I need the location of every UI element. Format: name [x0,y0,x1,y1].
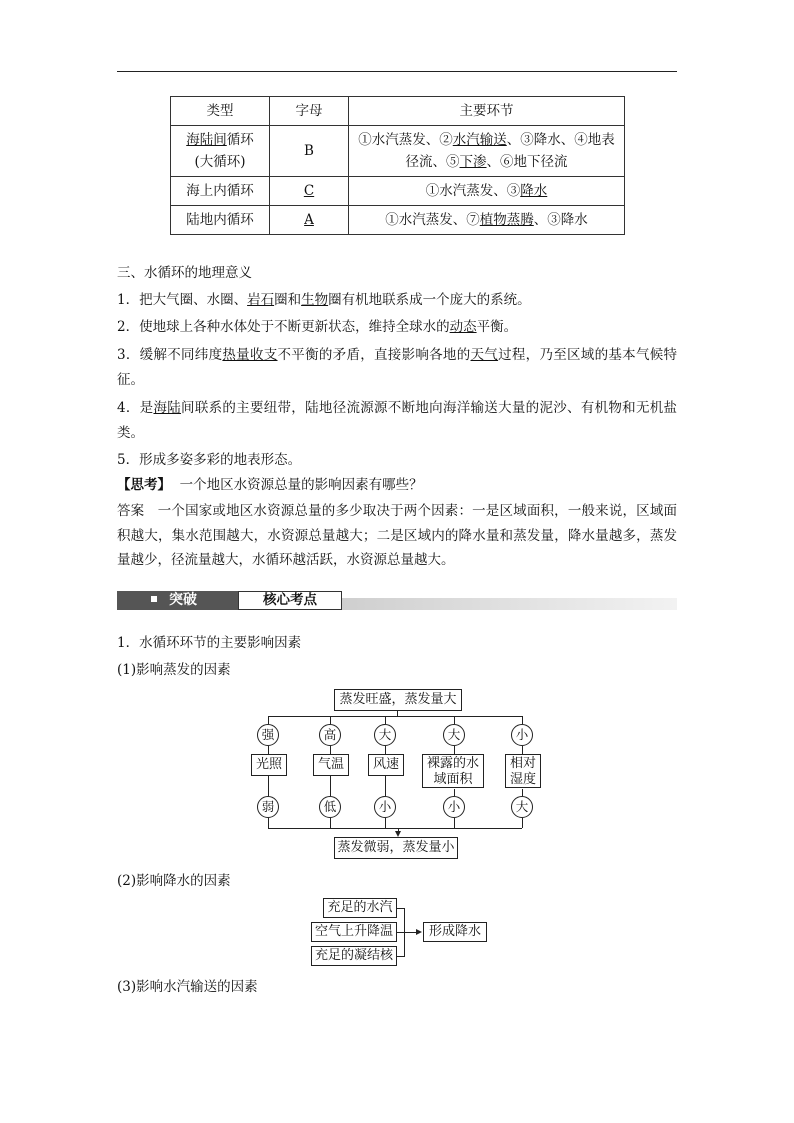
cell-letter: B [270,126,349,177]
connector [330,746,331,754]
connector [404,932,416,933]
answer-text: 一个国家或地区水资源总量的多少取决于两个因素：一是区域面积，一般来说，区域面积越大，集水范围越大，水资源总量越大；二是区域内的降水量和蒸发量，降水量越多，蒸发量越少，径流量越大，水循环越活跃，水资源总量越大。 [117,503,678,568]
item-text: 4．是 [117,400,154,416]
type-rest: 循环 [226,132,254,148]
item-underlined: 动态 [449,319,477,335]
factor-box-water-area [422,754,484,788]
water-cycle-table [170,96,625,235]
connector [454,746,455,754]
sub-1: (1)影响蒸发的因素 [117,662,231,678]
item-text: 1．把大气圈、水圈、 [117,292,248,308]
connector [454,716,455,724]
connector [268,828,522,829]
cell-type [171,126,270,177]
letter-underlined: A [304,212,314,228]
item-text: 过程，乃至区域的基本气候特征。 [117,347,678,388]
level-circle: 高 [319,724,341,746]
think-label: 【思考】 [117,477,171,493]
main-text: ①水汽蒸发、② [358,132,453,148]
item-underlined: 海陆 [153,400,182,416]
item-underlined: 岩石 [247,292,275,308]
input-box-cooling: 空气上升降温 [311,922,397,942]
main-text: 、③降水 [533,212,588,228]
section-bar-dark [117,591,238,610]
section3-block [117,262,677,573]
output-box-precip: 形成降水 [423,922,487,942]
table-header-row [171,97,625,126]
connector [330,818,331,828]
type-sub: (大循环) [194,154,246,170]
sub-3: (3)影响水汽输送的因素 [117,979,258,995]
item-2 [117,316,677,338]
level-circle: 强 [257,724,279,746]
item-text: 平衡。 [476,319,518,335]
type-underlined: 海陆间 [186,132,227,148]
main-text: 、⑥地下径流 [486,154,568,170]
evap-bottom-box: 蒸发微弱，蒸发量小 [334,837,458,859]
connector [396,908,404,909]
factor-box-humidity [505,754,541,788]
think-question [117,474,677,496]
cell-main [349,126,625,177]
connector [268,716,269,724]
connector [268,818,269,828]
sub-3-block [117,976,677,998]
section3-title: 三、水循环的地理意义 [117,265,252,281]
connector [385,775,386,796]
section-bar-dark-label: 突破 [169,592,197,608]
item-4 [117,396,677,446]
item-3 [117,343,677,393]
item-underlined: 生物 [301,292,329,308]
main-underlined: 植物蒸腾 [479,212,534,228]
item-underlined: 天气 [470,347,499,363]
factor-label: 相对 [509,756,536,771]
factor-label: 域面积 [433,772,473,787]
arrow-right-icon [416,929,422,935]
input-box-nuclei: 充足的凝结核 [311,946,397,966]
item-5: 5．形成多姿多彩的地表形态。 [117,452,302,468]
sub-2: (2)影响降水的因素 [117,873,231,889]
connector [522,818,523,828]
main-underlined: 水汽输送 [452,132,507,148]
item-underlined: 热量收支 [222,347,278,363]
factor-box-temp: 气温 [313,754,349,776]
table-row [171,177,625,206]
table-row [171,206,625,235]
think-answer [117,499,677,573]
connector [396,932,404,933]
factor-label: 湿度 [509,772,536,787]
item-text: 圈有机地联系成一个庞大的系统。 [328,292,531,308]
letter-underlined: C [303,183,315,199]
square-icon [151,596,157,602]
main-underlined: 降水 [520,183,548,199]
evap-top-box: 蒸发旺盛，蒸发量大 [334,689,462,711]
level-circle: 大 [374,724,396,746]
main-text: ①水汽蒸发、⑦ [385,212,480,228]
level-circle: 小 [374,796,396,818]
connector [522,746,523,754]
item-text: 2．使地球上各种水体处于不断更新状态，维持全球水的 [117,319,450,335]
points-block [117,632,677,681]
table-row [171,126,625,177]
item-text: 3．缓解不同纬度 [117,347,223,363]
factor-box-wind: 风速 [368,754,404,776]
answer-label: 答案 [117,503,145,519]
think-question-text: 一个地区水资源总量的影响因素有哪些？ [179,477,423,493]
input-box-vapor: 充足的水汽 [323,898,397,918]
header-main: 主要环节 [349,97,625,126]
cell-letter [270,206,349,235]
connector [396,956,404,957]
cell-type: 陆地内循环 [171,206,270,235]
main-text: 径流、⑤ [405,154,460,170]
top-rule [117,71,677,72]
cell-main [349,206,625,235]
connector [330,775,331,796]
level-circle: 低 [319,796,341,818]
section-bar [117,590,677,612]
factor-label: 裸露的水 [426,756,479,771]
connector [385,746,386,754]
level-circle: 大 [511,796,533,818]
connector [268,746,269,754]
cell-main [349,177,625,206]
section-bar-box: 核心考点 [238,591,342,610]
sub-2-block [117,870,677,892]
cell-type: 海上内循环 [171,177,270,206]
point-1: 1．水循环环节的主要影响因素 [117,635,302,651]
connector [522,716,523,724]
connector [330,716,331,724]
item-text: 不平衡的矛盾，直接影响各地的 [277,347,471,363]
item-text: 间联系的主要纽带，陆地径流源源不断地向海洋输送大量的泥沙、有机物和无机盐类。 [117,400,678,441]
level-circle: 小 [511,724,533,746]
section-bar-gradient [342,598,677,610]
connector [454,818,455,828]
header-type: 类型 [171,97,270,126]
main-text: 、③降水、④地表 [506,132,615,148]
main-underlined: 下渗 [459,154,487,170]
connector [454,789,455,796]
item-text: 圈和 [274,292,302,308]
level-circle: 小 [443,796,465,818]
level-circle: 弱 [257,796,279,818]
main-text: ①水汽蒸发、③ [425,183,521,199]
header-letter: 字母 [270,97,349,126]
item-1 [117,289,677,311]
connector [268,775,269,796]
connector [385,716,386,724]
connector [385,818,386,828]
connector [522,789,523,796]
connector [268,716,522,717]
factor-box-light: 光照 [251,754,287,776]
level-circle: 大 [443,724,465,746]
cell-letter [270,177,349,206]
